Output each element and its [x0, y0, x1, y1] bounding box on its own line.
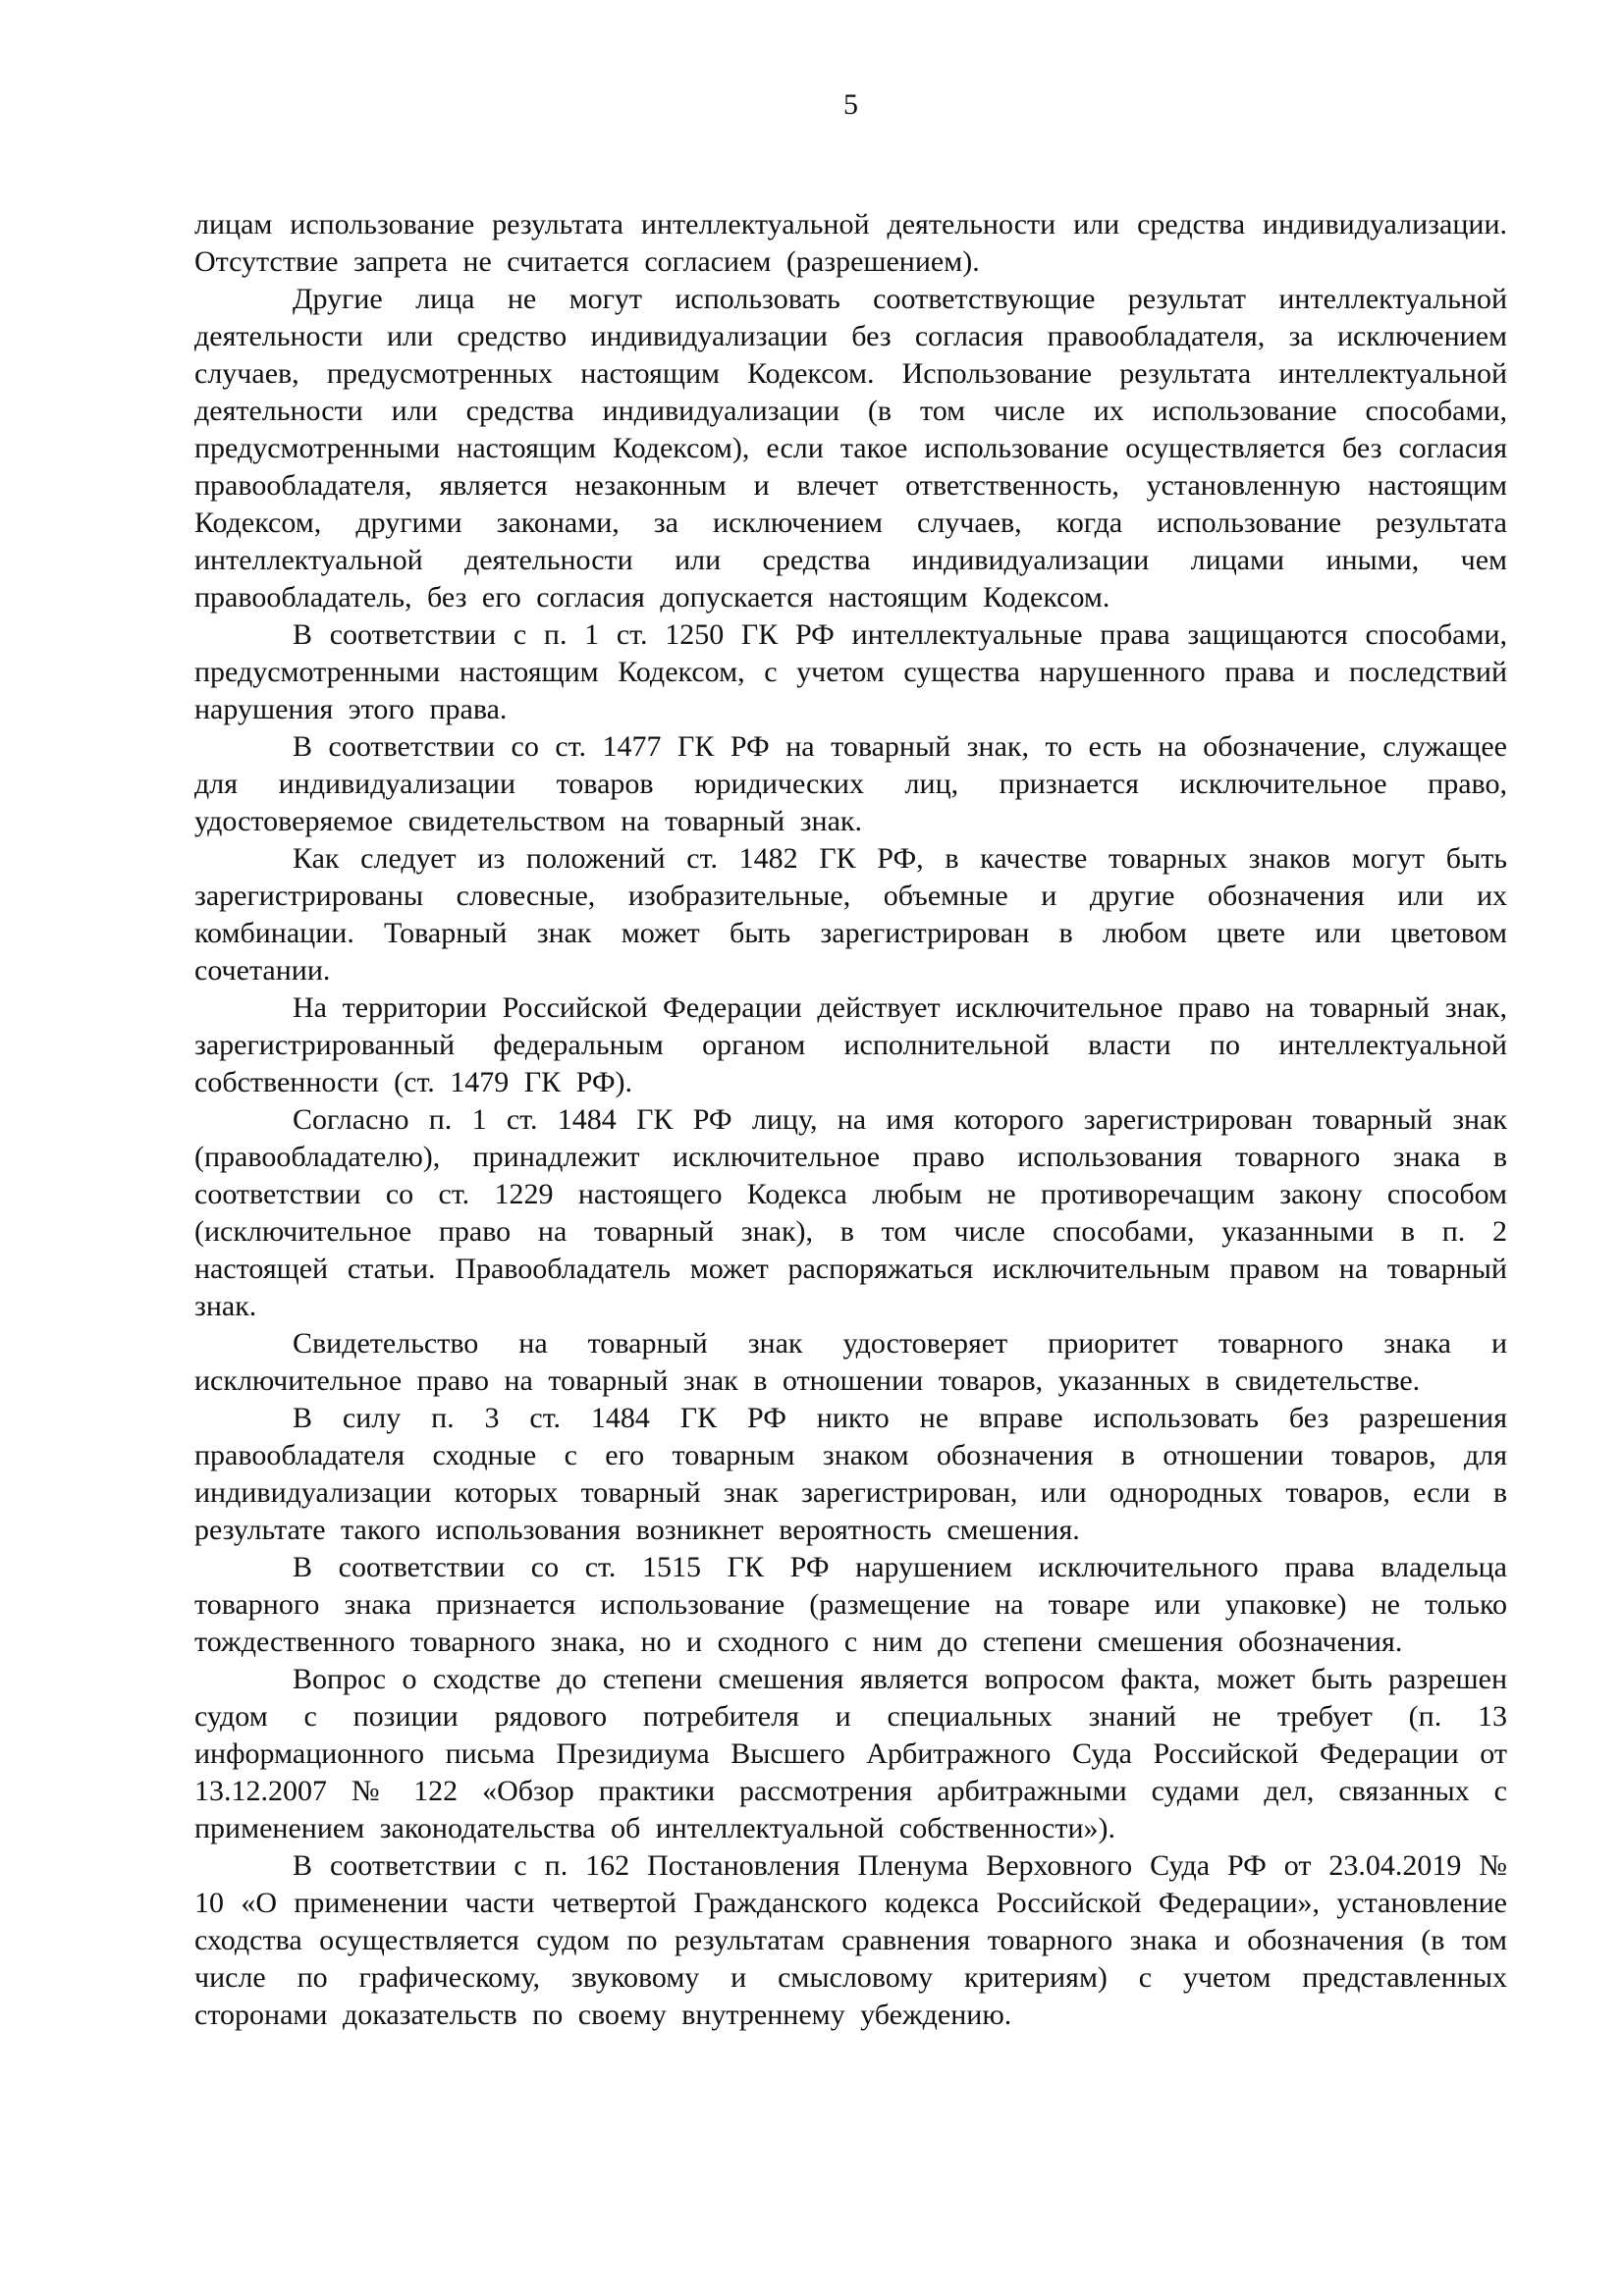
- document-body: [194, 206, 1507, 2034]
- paragraph: В соответствии со ст. 1515 ГК РФ нарушением исключительного права владельца товарного знака признается использование (размещение на товаре или упаковке) не только тождественного товарного знака, но и сходного с ним до степени смешения обозначения.: [194, 1551, 1507, 1658]
- paragraph: На территории Российской Федерации действует исключительное право на товарный знак, зарегистрированный федеральным органом исполнительной власти по интеллектуальной собственности (ст. 1479 ГК РФ).: [194, 991, 1507, 1098]
- paragraph: Другие лица не могут использовать соответствующие результат интеллектуальной деятельности или средство индивидуализации без согласия правообладателя, за исключением случаев, предусмотренных настоящим Кодексом. Использование результата интеллектуальной деятельности или средства индивидуализации (в том числе их использование способами, предусмотренными настоящим Кодексом), если такое использование осуществляется без согласия правообладателя, является незаконным и влечет ответственность, установленную настоящим Кодексом, другими законами, за исключением случаев, когда использование результата интеллектуальной деятельности или средства индивидуализации лицами иными, чем правообладатель, без его согласия допускается настоящим Кодексом.: [194, 283, 1507, 614]
- paragraph: В соответствии со ст. 1477 ГК РФ на товарный знак, то есть на обозначение, служащее для индивидуализации товаров юридических лиц, признается исключительное право, удостоверяемое свидетельством на товарный знак.: [194, 730, 1507, 837]
- page-number: 5: [843, 88, 858, 121]
- paragraph: Свидетельство на товарный знак удостоверяет приоритет товарного знака и исключительное право на товарный знак в отношении товаров, указанных в свидетельстве.: [194, 1327, 1507, 1397]
- page-content: [194, 86, 1507, 2034]
- paragraph: В соответствии с п. 162 Постановления Пленума Верховного Суда РФ от 23.04.2019 № 10 «О применении части четвертой Гражданского кодекса Российской Федерации», установление сходства осуществляется судом по результатам сравнения товарного знака и обозначения (в том числе по графическому, звуковому и смысловому критериям) с учетом представленных сторонами доказательств по своему внутреннему убеждению.: [194, 1849, 1507, 2031]
- paragraph-continuation: лицам использование результата интеллектуальной деятельности или средства индивидуализации. Отсутствие запрета не считается согласием (разрешением).: [194, 208, 1507, 278]
- paragraph: Вопрос о сходстве до степени смешения является вопросом факта, может быть разрешен судом с позиции рядового потребителя и специальных знаний не требует (п. 13 информационного письма Президиума Высшего Арбитражного Суда Российской Федерации от 13.12.2007 № 122 «Обзор практики рассмотрения арбитражными судами дел, связанных с применением законодательства об интеллектуальной собственности»).: [194, 1663, 1507, 1844]
- paragraph: В соответствии с п. 1 ст. 1250 ГК РФ интеллектуальные права защищаются способами, предусмотренными настоящим Кодексом, с учетом существа нарушенного права и последствий нарушения этого права.: [194, 618, 1507, 725]
- paragraph: В силу п. 3 ст. 1484 ГК РФ никто не вправе использовать без разрешения правообладателя сходные с его товарным знаком обозначения в отношении товаров, для индивидуализации которых товарный знак зарегистрирован, или однородных товаров, если в результате такого использования возникнет вероятность смешения.: [194, 1402, 1507, 1546]
- paragraph: Согласно п. 1 ст. 1484 ГК РФ лицу, на имя которого зарегистрирован товарный знак (правообладателю), принадлежит исключительное право использования товарного знака в соответствии со ст. 1229 настоящего Кодекса любым не противоречащим закону способом (исключительное право на товарный знак), в том числе способами, указанными в п. 2 настоящей статьи. Правообладатель может распоряжаться исключительным правом на товарный знак.: [194, 1103, 1507, 1322]
- paragraph: Как следует из положений ст. 1482 ГК РФ, в качестве товарных знаков могут быть зарегистрированы словесные, изобразительные, объемные и другие обозначения или их комбинации. Товарный знак может быть зарегистрирован в любом цвете или цветовом сочетании.: [194, 842, 1507, 987]
